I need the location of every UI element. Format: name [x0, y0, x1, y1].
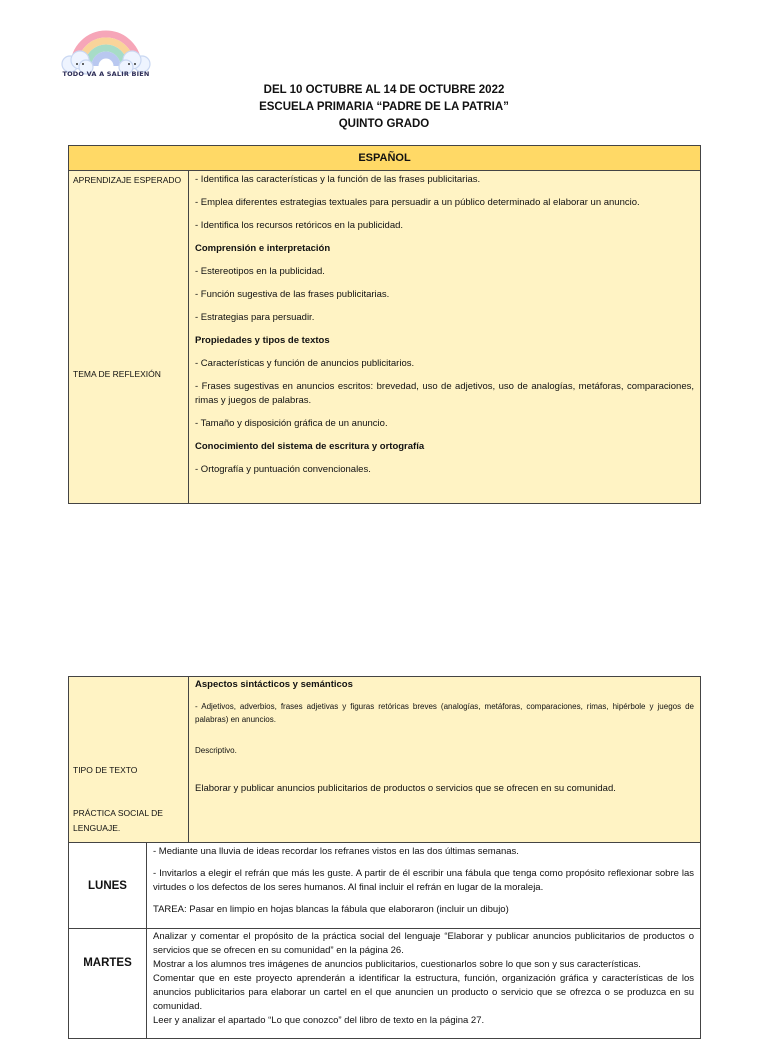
list-item: - Estereotipos en la publicidad. — [195, 266, 325, 277]
list-item: - Tamaño y disposición gráfica de un anuncio. — [195, 418, 388, 429]
activity-line: Leer y analizar el apartado “Lo que conozco” del libro de texto en la página 27. — [153, 1015, 485, 1026]
activity-line: Mostrar a los alumnos tres imágenes de anuncios publicitarios, cuestionarlos sobre lo que son y sus características. — [153, 959, 641, 970]
activity-line: - Mediante una lluvia de ideas recordar los refranes vistos en las dos últimas semanas. — [153, 846, 519, 857]
practica-value: Elaborar y publicar anuncios publicitarios de productos o servicios que se ofrecen en su comunidad. — [195, 783, 616, 794]
aspectos-text: - Adjetivos, adverbios, frases adjetivas y figuras retóricas breves (analogías, metáforas, comparaciones, rimas, hipérbole y juegos de palabras) en anuncios. — [195, 702, 694, 724]
activity-line: Analizar y comentar el propósito de la práctica social del lenguaje “Elaborar y publicar anuncios publicitarios de productos o servicios que se ofrecen en su comunidad” en la página 26. — [153, 931, 694, 956]
section-heading: Propiedades y tipos de textos — [195, 335, 330, 346]
activity-line: Comentar que en este proyecto aprenderán a identificar la estructura, función, organización gráfica y características de los anuncios publicitarios para elaborar un cartel en el que anuncien un producto o servicio que se ofrezca o se produzca en su comunidad. — [153, 973, 694, 1012]
label-practica-1: PRÁCTICA SOCIAL DE — [73, 808, 163, 818]
activity-line: - Invitarlos a elegir el refrán que más les guste. A partir de él escribir una fábula que tenga como propósito reflexionar sobre las virtudes o los defectos de los seres humanos. Al final incluir el refrán en lugar de la moraleja. — [153, 868, 694, 893]
label-aprendizaje: APRENDIZAJE ESPERADO — [73, 175, 182, 185]
list-item: - Identifica las características y la función de las frases publicitarias. — [195, 174, 481, 185]
label-tipo-texto: TIPO DE TEXTO — [73, 765, 138, 775]
list-item: - Características y función de anuncios publicitarios. — [195, 358, 415, 369]
list-item: - Identifica los recursos retóricos en la publicidad. — [195, 220, 404, 231]
day-label-lunes: LUNES — [69, 843, 147, 929]
school-name: ESCUELA PRIMARIA “PADRE DE LA PATRIA” — [259, 101, 509, 113]
content-cell — [189, 171, 701, 504]
aspectos-table — [68, 676, 701, 843]
section-heading: Comprensión e interpretación — [195, 243, 331, 254]
list-item: - Estrategias para persuadir. — [195, 312, 315, 323]
section-heading: Aspectos sintácticos y semánticos — [195, 679, 353, 690]
day-label-martes: MARTES — [69, 929, 147, 1039]
content-cell — [189, 677, 701, 843]
days-table — [68, 842, 701, 1039]
labels-cell — [69, 677, 189, 843]
lunes-content — [147, 843, 701, 929]
label-practica-2: LENGUAJE. — [73, 823, 121, 833]
list-item: - Frases sugestivas en anuncios escritos: brevedad, uso de adjetivos, uso de analogías, metáforas, comparaciones, rimas y juegos de palabras. — [195, 381, 695, 406]
section-heading: Conocimiento del sistema de escritura y ortografía — [195, 441, 425, 452]
tipo-texto-value: Descriptivo. — [195, 746, 237, 755]
label-tema: TEMA DE REFLEXIÓN — [73, 369, 161, 379]
martes-content — [147, 929, 701, 1039]
logo-text: TODO VA A SALIR BIEN — [62, 70, 150, 78]
list-item: - Ortografía y puntuación convencionales. — [195, 464, 371, 475]
week-range: DEL 10 OCTUBRE AL 14 DE OCTUBRE 2022 — [263, 84, 505, 96]
espanol-table — [68, 145, 701, 504]
activity-line: TAREA: Pasar en limpio en hojas blancas la fábula que elaboraron (incluir un dibujo) — [153, 904, 509, 915]
list-item: - Función sugestiva de las frases publicitarias. — [195, 289, 390, 300]
labels-cell — [69, 171, 189, 504]
subject-title: ESPAÑOL — [69, 146, 701, 171]
list-item: - Emplea diferentes estrategias textuales para persuadir a un público determinado al elaborar un anuncio. — [195, 197, 640, 208]
grade: QUINTO GRADO — [338, 118, 430, 130]
